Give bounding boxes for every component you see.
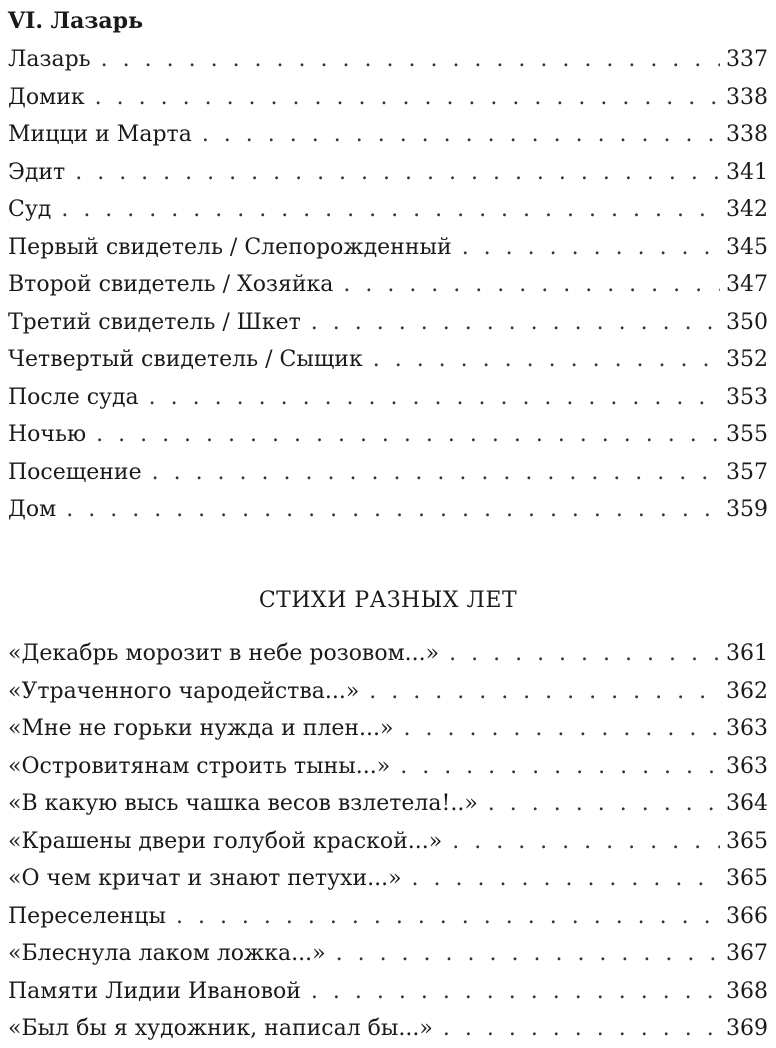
toc-entry-page: 338	[726, 84, 768, 110]
toc-entry	[8, 1010, 768, 1048]
dot-leader	[101, 41, 720, 79]
toc-entry-page: 337	[726, 47, 768, 72]
toc-entry-title: Мицци и Марта	[8, 122, 192, 147]
section-heading-poems: СТИХИ РАЗНЫХ ЛЕТ	[258, 588, 518, 613]
toc-entry	[8, 673, 768, 711]
dot-leader	[66, 491, 720, 529]
toc-entry-page: 342	[726, 197, 768, 222]
toc-entry	[8, 973, 768, 1011]
dot-leader	[311, 973, 720, 1011]
toc-entry	[8, 41, 768, 79]
dot-leader	[412, 860, 720, 898]
toc-entry-title: «Островитянам строить тыны...»	[8, 753, 391, 779]
dot-leader	[488, 785, 720, 823]
dot-leader	[96, 416, 720, 454]
toc-entry-page: 347	[726, 272, 768, 297]
dot-leader	[176, 898, 720, 936]
dot-leader	[61, 191, 720, 229]
toc-entry-page: 357	[726, 459, 768, 485]
dot-leader	[373, 341, 720, 379]
toc-entry	[8, 116, 768, 154]
dot-leader	[336, 935, 720, 973]
toc-entry	[8, 266, 768, 304]
toc-entry	[8, 823, 768, 861]
dot-leader	[152, 454, 720, 492]
toc-entry	[8, 935, 768, 973]
toc-entry	[8, 748, 768, 786]
toc-entry-title: «Декабрь морозит в небе розовом...»	[8, 641, 440, 666]
toc-entry-title: Посещение	[8, 459, 142, 485]
toc-entry-title: Ночью	[8, 422, 87, 447]
toc-entry-page: 367	[726, 941, 768, 966]
toc-entry-page: 369	[726, 1016, 768, 1041]
toc-entry-page: 363	[726, 753, 768, 779]
toc-entry-title: Первый свидетель / Слепорожденный	[8, 234, 452, 260]
toc-entry-title: Суд	[8, 197, 52, 222]
dot-leader	[369, 673, 720, 711]
toc-entry-page: 365	[726, 828, 768, 854]
toc-list-poems	[8, 635, 768, 1048]
toc-entry	[8, 635, 768, 673]
dot-leader	[449, 635, 720, 673]
toc-entry-title: «Мне не горьки нужда и плен...»	[8, 716, 394, 741]
dot-leader	[404, 710, 721, 748]
toc-entry	[8, 154, 768, 192]
dot-leader	[400, 748, 720, 786]
toc-entry-page: 341	[726, 159, 768, 185]
toc-entry	[8, 898, 768, 936]
toc-entry	[8, 785, 768, 823]
section-heading-lazar: VI. Лазарь	[8, 8, 143, 34]
toc-entry-title: После суда	[8, 384, 139, 410]
toc-entry-title: Дом	[8, 497, 57, 522]
dot-leader	[95, 79, 720, 117]
toc-entry-title: «Был бы я художник, написал бы...»	[8, 1016, 433, 1041]
toc-page	[8, 0, 768, 1041]
toc-entry-page: 363	[726, 716, 768, 741]
dot-leader	[202, 116, 720, 154]
toc-entry-page: 353	[726, 384, 768, 410]
toc-entry	[8, 79, 768, 117]
toc-entry	[8, 491, 768, 529]
dot-leader	[311, 304, 720, 342]
toc-entry-title: Эдит	[8, 159, 66, 185]
toc-entry-page: 368	[726, 978, 768, 1004]
dot-leader	[462, 229, 720, 267]
dot-leader	[443, 1010, 720, 1048]
toc-entry-title: Памяти Лидии Ивановой	[8, 978, 301, 1004]
toc-entry	[8, 304, 768, 342]
toc-entry	[8, 229, 768, 267]
toc-entry-page: 352	[726, 347, 768, 372]
toc-entry	[8, 416, 768, 454]
dot-leader	[343, 266, 720, 304]
toc-entry-title: Второй свидетель / Хозяйка	[8, 272, 334, 297]
toc-entry-title: Переселенцы	[8, 903, 166, 929]
toc-entry-page: 361	[726, 641, 768, 666]
dot-leader	[149, 379, 720, 417]
toc-entry-title: «Утраченного чародейства...»	[8, 678, 360, 704]
toc-entry-page: 350	[726, 309, 768, 335]
toc-entry-page: 338	[726, 122, 768, 147]
toc-entry-title: «О чем кричат и знают петухи...»	[8, 866, 402, 891]
toc-entry	[8, 860, 768, 898]
toc-entry-title: «Крашены двери голубой краской...»	[8, 828, 443, 854]
toc-entry	[8, 191, 768, 229]
toc-entry-title: Третий свидетель / Шкет	[8, 309, 301, 335]
dot-leader	[452, 823, 720, 861]
toc-entry-page: 365	[726, 866, 768, 891]
toc-entry	[8, 341, 768, 379]
toc-entry-page: 359	[726, 497, 768, 522]
toc-entry-page: 366	[726, 903, 768, 929]
dot-leader	[75, 154, 720, 192]
toc-entry-page: 364	[726, 791, 768, 816]
toc-entry-page: 345	[726, 234, 768, 260]
toc-entry-title: «В какую высь чашка весов взлетела!..»	[8, 791, 478, 816]
toc-entry-page: 355	[726, 422, 768, 447]
toc-entry	[8, 454, 768, 492]
toc-entry-title: Лазарь	[8, 47, 91, 72]
toc-entry	[8, 710, 768, 748]
toc-entry-title: Четвертый свидетель / Сыщик	[8, 347, 363, 372]
toc-entry-page: 362	[726, 678, 768, 704]
toc-list-lazar	[8, 41, 768, 529]
toc-entry-title: «Блеснула лаком ложка...»	[8, 941, 326, 966]
toc-entry-title: Домик	[8, 84, 85, 110]
toc-entry	[8, 379, 768, 417]
